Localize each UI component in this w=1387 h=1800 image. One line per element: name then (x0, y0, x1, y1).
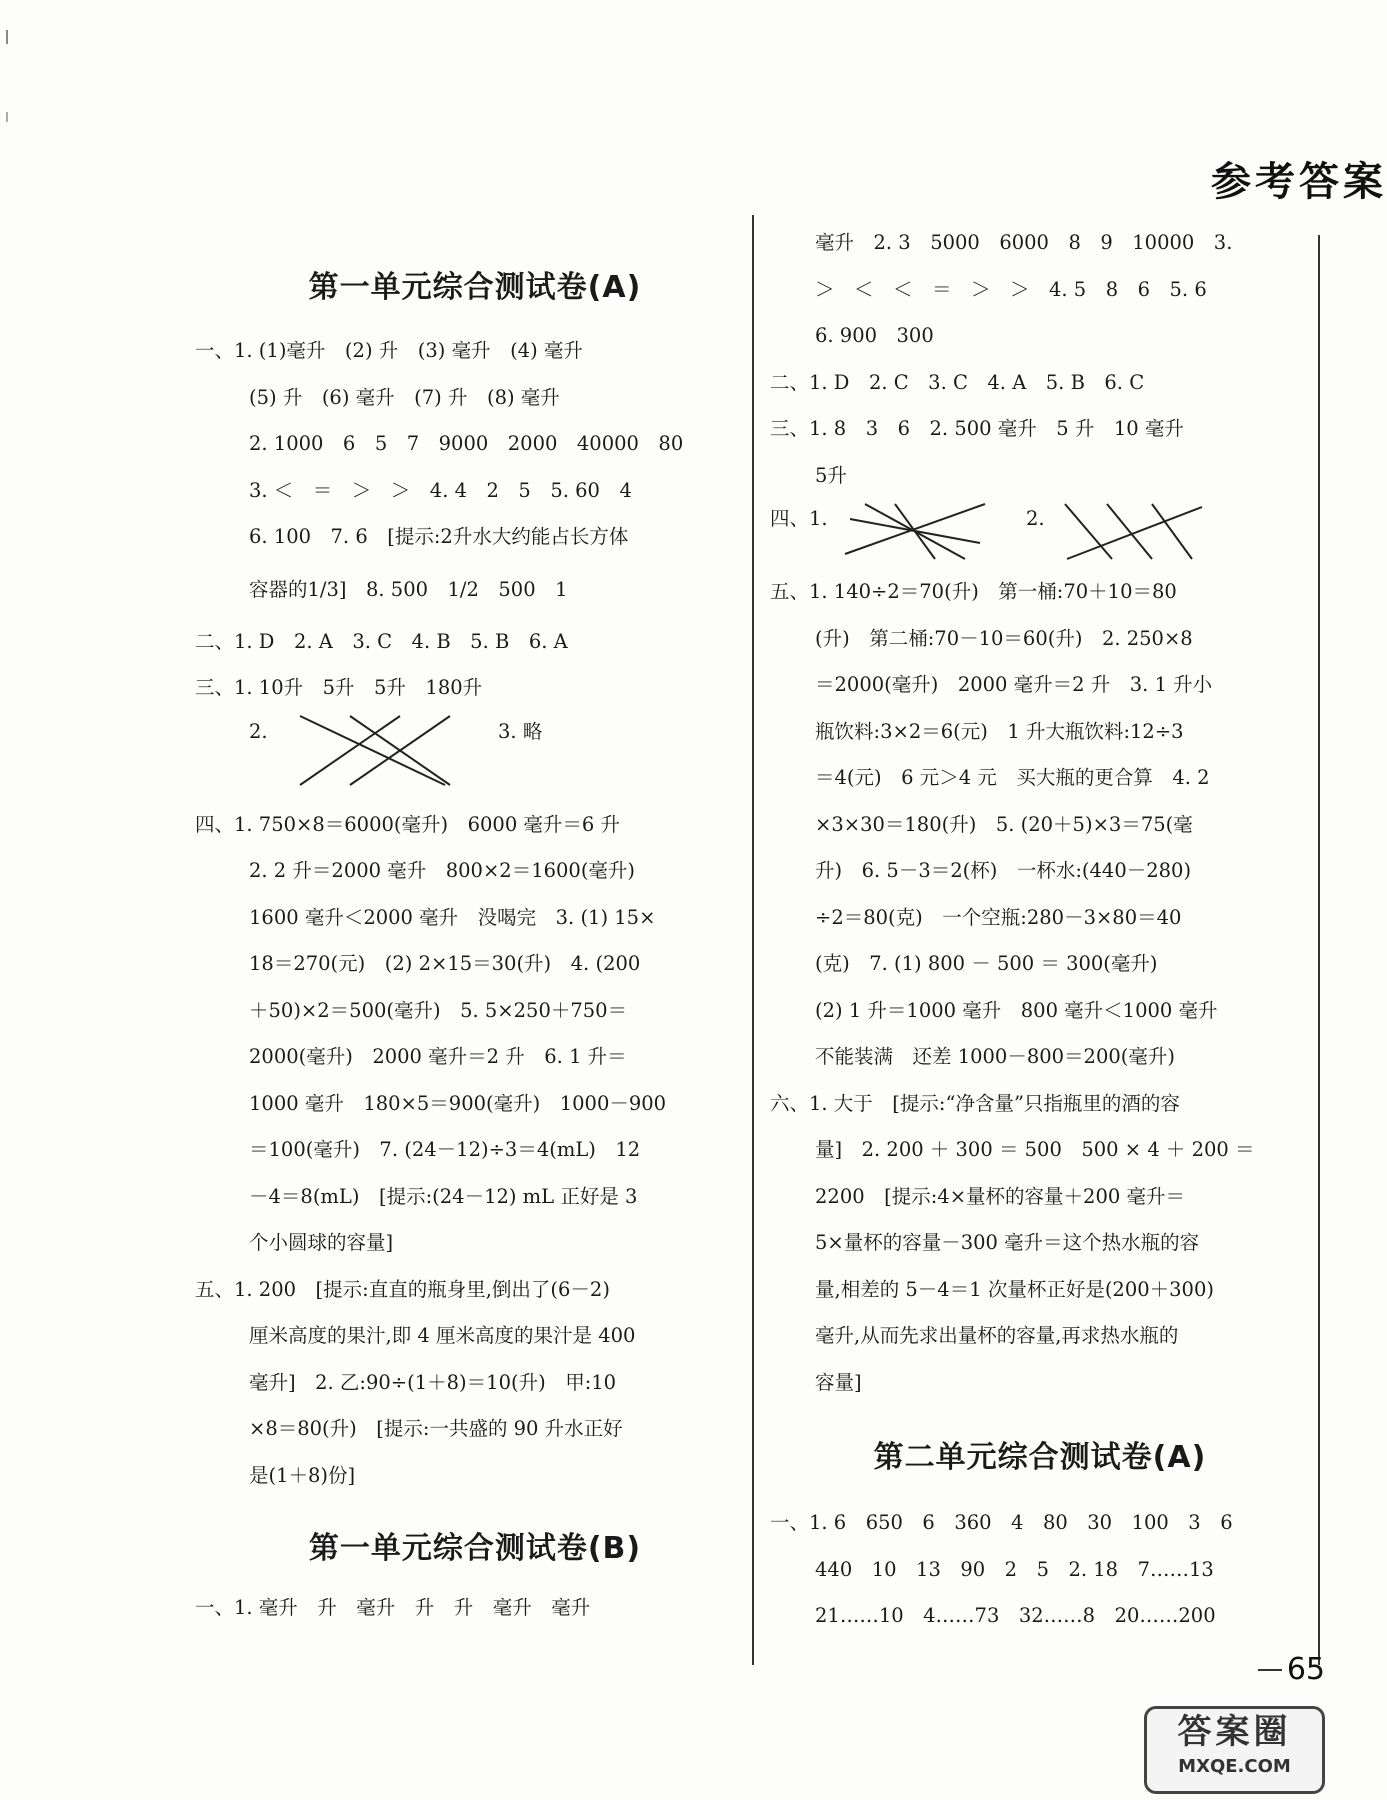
answer-line: 二、1. D 2. C 3. C 4. A 5. B 6. C (770, 370, 1145, 394)
watermark-logo (1144, 1706, 1325, 1794)
answer-line: ＝4(元) 6 元＞4 元 买大瓶的更合算 4. 2 (815, 766, 1210, 789)
answer-line: 是(1＋8)份] (249, 1463, 356, 1487)
answer-line: 2. 2 升＝2000 毫升 800×2＝1600(毫升) (249, 859, 636, 882)
answer-line: 量] 2. 200 ＋ 300 ＝ 500 500 × 4 ＋ 200 ＝ (815, 1138, 1255, 1161)
answer-line: 18＝270(元) (2) 2×15＝30(升) 4. (200 (249, 952, 641, 975)
answer-line: 二、1. D 2. A 3. C 4. B 5. B 6. A (195, 629, 568, 653)
answer-line: 21……10 4……73 32……8 20……200 (815, 1604, 1216, 1627)
answer-line: (克) 7. (1) 800 － 500 ＝ 300(毫升) (815, 952, 1158, 975)
answer-line: (2) 1 升＝1000 毫升 800 毫升＜1000 毫升 (815, 998, 1218, 1022)
left-column (195, 220, 755, 1632)
answer-line: 容量] (815, 1370, 862, 1394)
matching-lines-diagram (840, 499, 990, 563)
answer-line: 毫升] 2. 乙:90÷(1＋8)＝10(升) 甲:10 (249, 1370, 617, 1394)
matching-lines-diagram (290, 710, 470, 790)
page-header: 参考答案 (1211, 158, 1387, 205)
answer-line: 1600 毫升＜2000 毫升 没喝完 3. (1) 15× (249, 905, 656, 929)
answer-line: 1000 毫升 180×5＝900(毫升) 1000－900 (249, 1091, 667, 1115)
answer-line: 三、1. 10升 5升 5升 180升 (195, 676, 483, 699)
answer-line: ÷2＝80(克) 一个空瓶:280－3×80＝40 (815, 905, 1182, 929)
watermark-text: 答案圈 (1177, 1712, 1292, 1752)
answer-line: 5升 (815, 463, 847, 487)
answer-line: ＝100(毫升) 7. (24－12)÷3＝4(mL) 12 (249, 1138, 641, 1161)
answer-line: 五、1. 140÷2＝70(升) 第一桶:70＋10＝80 (770, 580, 1177, 603)
answer-line: 2. 1000 6 5 7 9000 2000 40000 80 (249, 432, 684, 455)
answer-line: 一、1. 6 650 6 360 4 80 30 100 3 6 (770, 1511, 1233, 1534)
scan-edge-mark (6, 30, 8, 44)
answer-line: 毫升 2. 3 5000 6000 8 9 10000 3. (815, 231, 1233, 254)
answer-line: 容器的1/3] 8. 500 1/2 500 1 (249, 577, 568, 601)
page-number-dash (1258, 1669, 1282, 1671)
answer-line: 一、1. (1)毫升 (2) 升 (3) 毫升 (4) 毫升 (195, 339, 583, 362)
answer-line: 440 10 13 90 2 5 2. 18 7……13 (815, 1557, 1214, 1581)
answer-line: 毫升,从而先求出量杯的容量,再求热水瓶的 (815, 1324, 1179, 1347)
answer-line: ＋50)×2＝500(毫升) 5. 5×250＋750＝ (249, 998, 628, 1022)
answer-line: (升) 第二桶:70－10＝60(升) 2. 250×8 (815, 626, 1193, 650)
matching-answer-row (195, 712, 755, 802)
answer-label: 四、1. (770, 507, 828, 530)
answer-line: 5×量杯的容量－300 毫升＝这个热水瓶的容 (815, 1231, 1200, 1254)
answer-line: 五、1. 200 [提示:直直的瓶身里,倒出了(6－2) (195, 1277, 610, 1301)
answer-line: ×8＝80(升) [提示:一共盛的 90 升水正好 (249, 1417, 623, 1440)
answer-line: ＞ ＜ ＜ ＝ ＞ ＞ 4. 5 8 6 5. 6 (815, 277, 1207, 301)
answer-line: 升) 6. 5－3＝2(杯) 一杯水:(440－280) (815, 859, 1192, 882)
answer-line: ×3×30＝180(升) 5. (20＋5)×3＝75(毫 (815, 812, 1193, 836)
answer-line: 量,相差的 5－4＝1 次量杯正好是(200＋300) (815, 1277, 1214, 1301)
answer-line: 三、1. 8 3 6 2. 500 毫升 5 升 10 毫升 (770, 417, 1184, 440)
answer-line: －4＝8(mL) [提示:(24－12) mL 正好是 3 (249, 1184, 638, 1208)
answer-line: ＝2000(毫升) 2000 毫升＝2 升 3. 1 升小 (815, 673, 1213, 696)
page-number: 65 (1286, 1652, 1325, 1687)
section-title-unit1-b: 第一单元综合测试卷(B) (308, 1531, 642, 1566)
answer-line: 不能装满 还差 1000－800＝200(毫升) (815, 1045, 1175, 1068)
answer-line: 瓶饮料:3×2＝6(元) 1 升大瓶饮料:12÷3 (815, 719, 1184, 743)
answer-line: 6. 900 300 (815, 324, 934, 347)
watermark-url: MXQE.COM (1178, 1756, 1291, 1777)
answer-line: (5) 升 (6) 毫升 (7) 升 (8) 毫升 (249, 385, 560, 409)
right-margin-rule (1318, 235, 1320, 1665)
answer-line: 四、1. 750×8＝6000(毫升) 6000 毫升＝6 升 (195, 812, 621, 836)
matching-answer-row (770, 499, 1310, 569)
answer-line: 一、1. 毫升 升 毫升 升 升 毫升 毫升 (195, 1596, 591, 1619)
answer-line: 3. ＜ ＝ ＞ ＞ 4. 4 2 5 5. 60 4 (249, 478, 632, 502)
answer-label: 2. (249, 719, 268, 743)
section-title-unit1-a: 第一单元综合测试卷(A) (308, 270, 642, 305)
matching-lines-diagram (1057, 499, 1207, 563)
answer-text: 3. 略 (498, 719, 543, 743)
answer-line: 2000(毫升) 2000 毫升＝2 升 6. 1 升＝ (249, 1045, 627, 1068)
answer-line: 个小圆球的容量] (249, 1231, 394, 1254)
answer-line: 六、1. 大于 [提示:“净含量”只指瓶里的酒的容 (770, 1091, 1180, 1115)
answer-label: 2. (1026, 507, 1045, 530)
scan-edge-mark (6, 112, 8, 122)
answer-line: 2200 [提示:4×量杯的容量＋200 毫升＝ (815, 1184, 1185, 1208)
right-column (770, 220, 1310, 1640)
answer-line: 厘米高度的果汁,即 4 厘米高度的果汁是 400 (249, 1324, 636, 1347)
section-title-unit2-a: 第二单元综合测试卷(A) (873, 1440, 1207, 1475)
answer-line: 6. 100 7. 6 [提示:2升水大约能占长方体 (249, 525, 629, 548)
